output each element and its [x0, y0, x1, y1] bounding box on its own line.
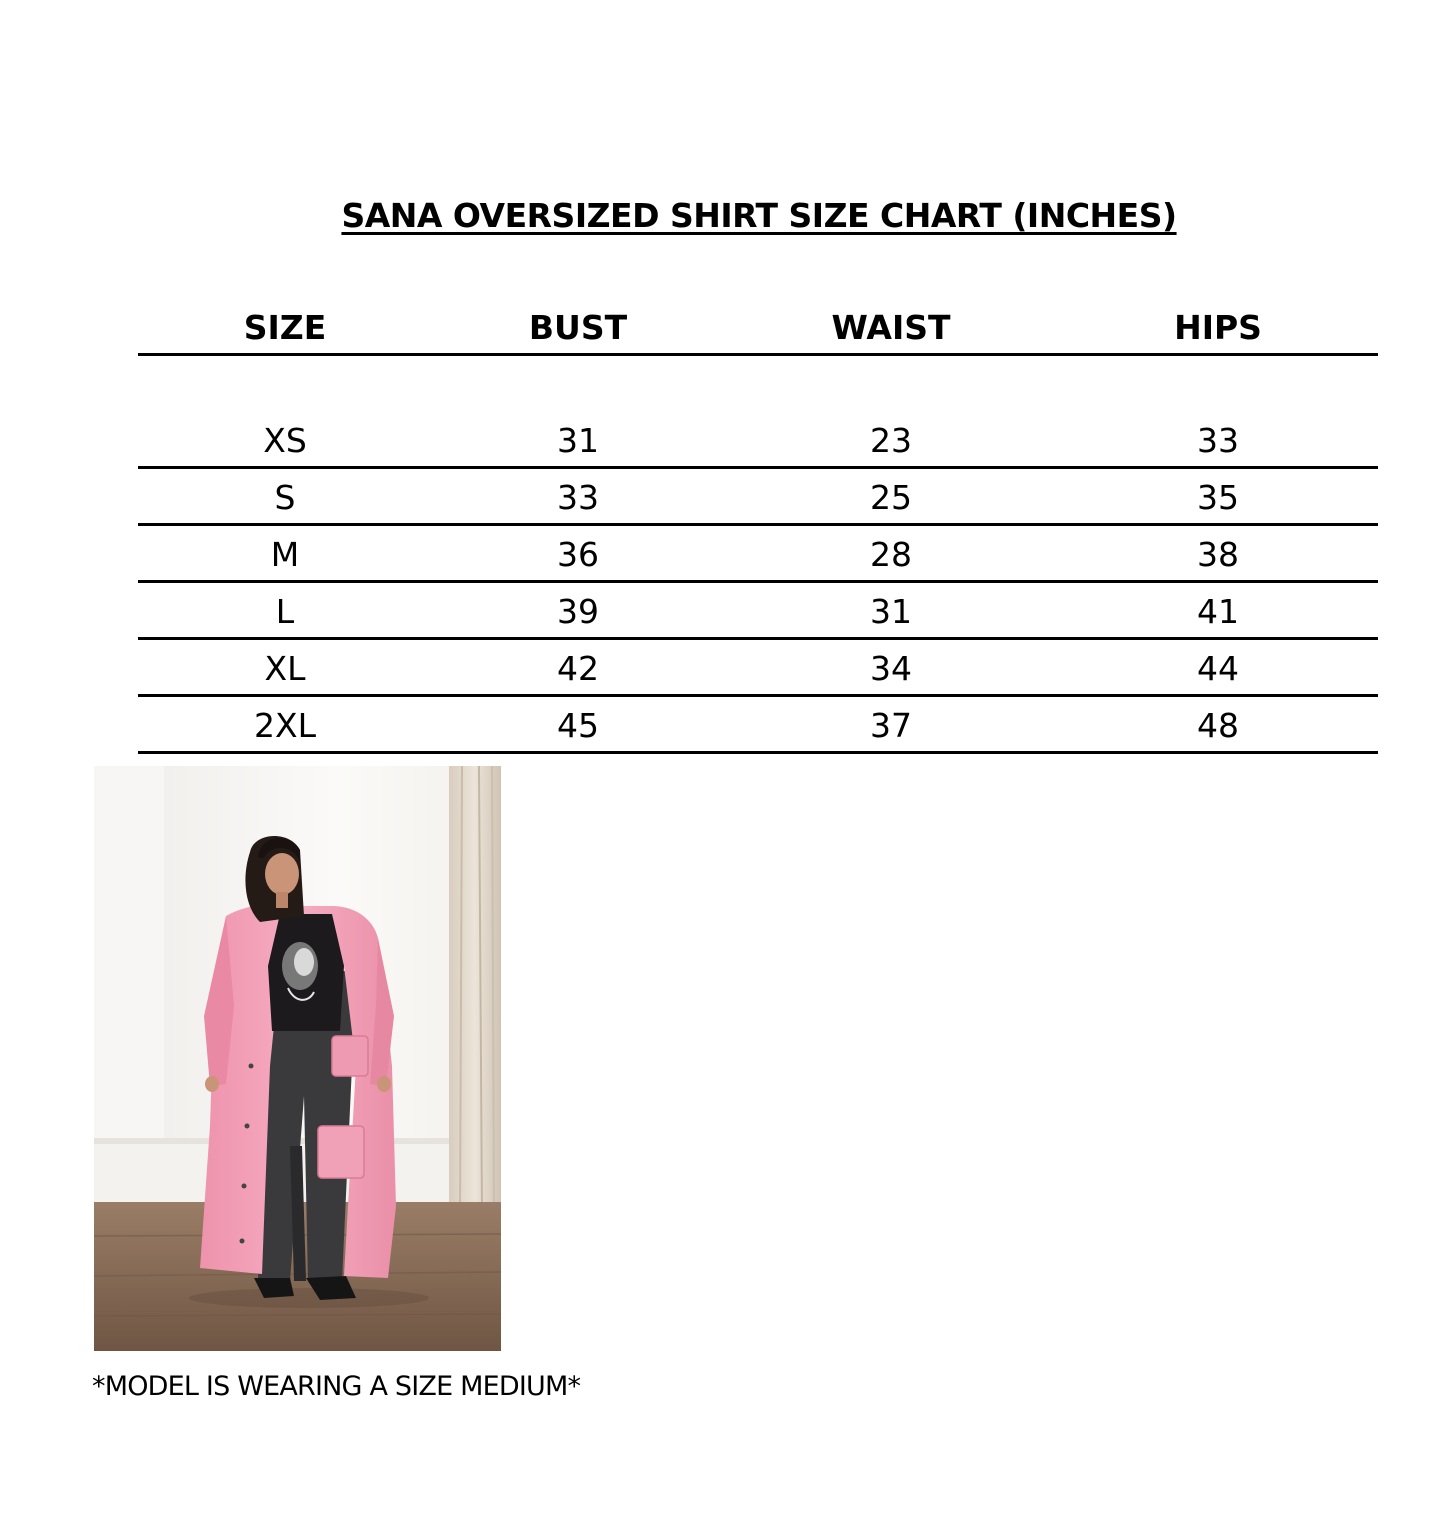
hips-cell: 48	[1197, 706, 1239, 745]
bust-cell: 33	[557, 478, 599, 517]
row-divider	[138, 523, 1378, 526]
bust-cell: 39	[557, 592, 599, 631]
bust-cell: 42	[557, 649, 599, 688]
hips-cell: 35	[1197, 478, 1239, 517]
waist-cell: 37	[870, 706, 912, 745]
row-divider	[138, 694, 1378, 697]
bust-cell: 45	[557, 706, 599, 745]
bust-cell: 31	[557, 421, 599, 460]
hips-cell: 44	[1197, 649, 1239, 688]
row-divider	[138, 580, 1378, 583]
waist-cell: 31	[870, 592, 912, 631]
column-header-bust: BUST	[528, 308, 628, 347]
hips-cell: 38	[1197, 535, 1239, 574]
model-photo	[94, 766, 501, 1351]
size-cell: 2XL	[254, 706, 316, 745]
waist-cell: 28	[870, 535, 912, 574]
model-size-caption: *MODEL IS WEARING A SIZE MEDIUM*	[92, 1371, 581, 1402]
size-cell: XL	[264, 649, 306, 688]
size-cell: M	[270, 535, 300, 574]
waist-cell: 34	[870, 649, 912, 688]
bust-cell: 36	[557, 535, 599, 574]
row-divider	[138, 751, 1378, 754]
size-cell: S	[274, 478, 296, 517]
waist-cell: 23	[870, 421, 912, 460]
size-cell: XS	[263, 421, 307, 460]
hips-cell: 33	[1197, 421, 1239, 460]
row-divider	[138, 466, 1378, 469]
hips-cell: 41	[1197, 592, 1239, 631]
page-title: SANA OVERSIZED SHIRT SIZE CHART (INCHES)	[341, 196, 1177, 235]
header-divider	[138, 353, 1378, 356]
column-header-size: SIZE	[243, 308, 327, 347]
size-cell: L	[275, 592, 295, 631]
waist-cell: 25	[870, 478, 912, 517]
row-divider	[138, 637, 1378, 640]
column-header-hips: HIPS	[1174, 308, 1262, 347]
column-header-waist: WAIST	[831, 308, 951, 347]
